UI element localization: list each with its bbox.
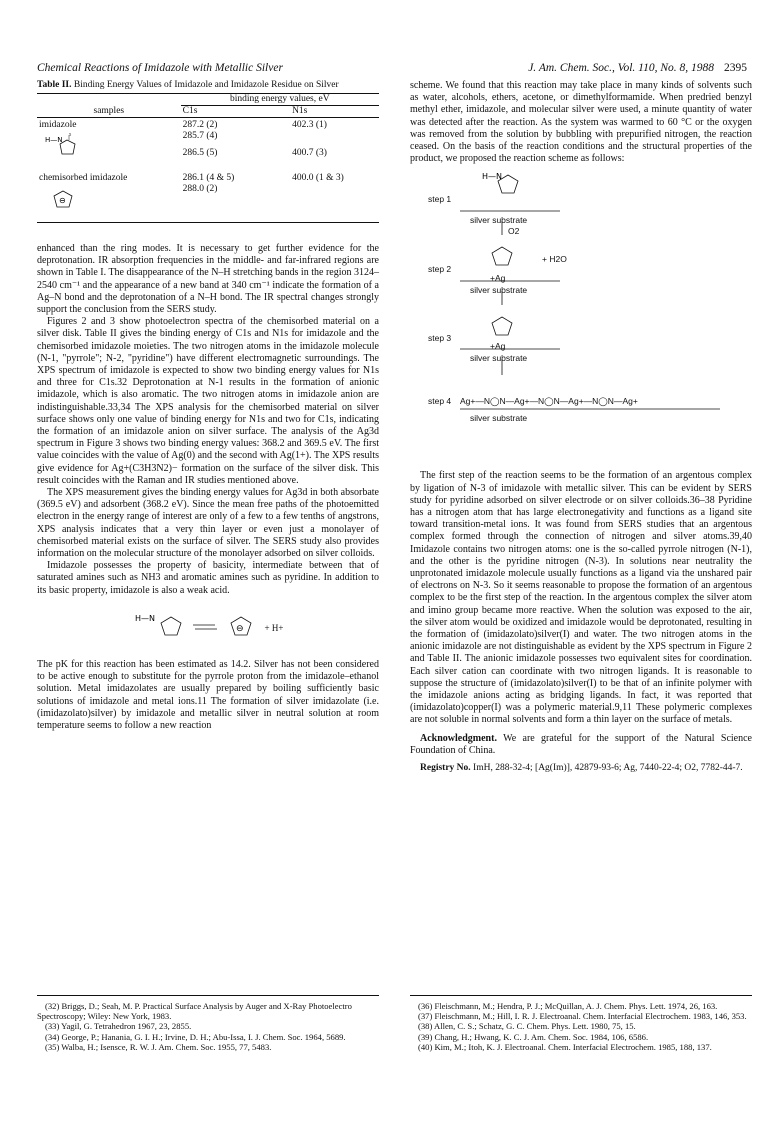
svg-text:⊖: ⊖: [235, 623, 244, 634]
registry-numbers: [410, 763, 752, 774]
water-label: + H2O: [542, 254, 567, 265]
reference: (36) Fleischmann, M.; Hendra, P. J.; McQuillan, A. J. Chem. Phys. Lett. 1974, 26, 163.: [418, 1001, 718, 1011]
reference: (33) Yagil, G. Tetrahedron 1967, 23, 2855.: [45, 1021, 192, 1032]
oxygen-label: O2: [508, 226, 520, 237]
cell-c: 287.2 (2): [182, 120, 218, 130]
cell-c: 286.1 (4 & 5): [182, 173, 235, 183]
reference: (32) Briggs, D.; Seah, M. P. Practical Surface Analysis by Auger and X-Ray Photoelectro Spectroscopy; Wiley: New York, 1983.: [37, 1001, 352, 1022]
table-caption: [37, 80, 379, 91]
page-number: 2395: [724, 62, 747, 74]
acknowledgment-label: Acknowledgment.: [420, 732, 497, 744]
paragraph: The pK for this reaction has been estimated as 14.2. Silver has not been considered to be active enough to substitute for the pyrrole proton from the imidazole–ethanol solution. Metal imidazolates are usually prepared by boiling sufficiently basic solutions of imidazole and metal ions.11 The formation of silver imidazolate (i.e. (imidazolato)silver) by imidazole and metallic silver in neutral solution at room temperature seems to follow a new reaction: [37, 658, 379, 731]
reaction-scheme: [410, 169, 752, 464]
col-n1s: N1s: [292, 106, 308, 116]
running-header-right: [528, 62, 747, 74]
registry-text: ImH, 288-32-4; [Ag(Im)], 42879-93-6; Ag, 7440-22-4; O2, 7782-44-7.: [473, 763, 743, 774]
paragraph: The XPS measurement gives the binding energy values for Ag3d in both absorbate (369.5 eV) and adsorbent (368.2 eV). Since the mean free paths of the photoemitted electron in the energy range of interest are only of a few to a few tenths of angstrons, XPS analysis indicates that a very thin layer or even just a monolayer of chemisorbed material exists on the surface of silver. The SERS study also provides information on the molecular structure of the monolayer adsorbed on silver colloids.: [37, 487, 379, 560]
step-label: step 2: [428, 264, 452, 275]
svg-text:H—N: H—N: [45, 136, 63, 144]
silver-ion-label: +Ag: [490, 341, 506, 352]
cell-n: [290, 184, 379, 223]
svg-text:H—N: H—N: [134, 613, 155, 623]
svg-text:⊖: ⊖: [59, 196, 66, 205]
registry-label: Registry No.: [420, 763, 471, 774]
step-label: step 4: [428, 396, 452, 407]
paragraph: enhanced than the ring modes. It is necessary to get further evidence for the deprotonation. IR absorption frequencies in the middle- and far-infrared regions are shown in Table I. The disappearance of the N–H stretching bands in the region 3124–2540 cm⁻¹ and the appearance of a new band at 340 cm⁻¹ indicate the formation of a Ag–N bond and the deprotonation of a N–H bond. The IR spectral changes strongly support the conclusion from the SERS study.: [37, 243, 379, 316]
table-caption-text: Binding Energy Values of Imidazole and Imidazole Residue on Silver: [73, 80, 339, 90]
silver-ion-label: +Ag: [490, 273, 506, 284]
reference: (39) Chang, H.; Hwang, K. C. J. Am. Chem. Soc. 1984, 106, 6586.: [418, 1031, 649, 1042]
step-label: step 3: [428, 333, 452, 344]
cell-sample: chemisorbed imidazole: [39, 173, 128, 183]
substrate-label: silver substrate: [470, 285, 528, 296]
table-row: [37, 184, 379, 223]
paragraph: scheme. We found that this reaction may take place in many kinds of solvents such as water, alcohols, ethers, acetone, or dimethylformamide. When predried benzyl methyl ether, imidazole, and molecular silver were used, a minute quantity of water was detected after the reaction. As the system was warmed to 60 °C or the oxygen was removed from the solution by bubbling with prepurified nitrogen, the reaction ceased. On the basis of the reaction conditions and the structural properties of the product, we proposed the reaction scheme as follows:: [410, 80, 752, 165]
paragraph: The first step of the reaction seems to be the formation of an argentous complex by ligation of N-3 of imidazole with metallic silver. This can be evident by SERS study for pyridine adsorbed on silver electrode or on silver colloids.36–38 Pyridine has a nitrogen atom that has large electronegativity and functions as a ligand site toward transition-metal ions. It was found from SERS studies that an argentous complex formed through the connection of nitrogen and silver atoms.39,40 Imidazole contains two nitrogen atoms: one is the so-called pyrrole nitrogen (N-1), and the other is the pyridine nitrogen (N-3). In solutions near neutrality the unprotonated imidazole molecule usually functions as a ligand via the unshared pair of electrons on N-3. So it seems reasonable to propose the formation of an argentous complex to be the first step of the reaction. In the argentous complex the silver atom and imino group became more reactive. When the solution was exposed to the air, the silver atom would be oxidized and imidazole would be deprotonated, resulting in the formation of (imidazolato)silver(I) and water. The two nitrogen atoms in the anionic imidazole are not distinguishable as evident by the XPS spectrum in Figure 2 and Table II. The anionic imidazole possesses two equivalent sites for coordination. Each silver cation can coordinate with two nitrogen ligands. It is reasonable to suppose the structure of (imidazolato)silver(I) to be that of an infinite polymer with the imidazole anions acting as bridging ligands. In fact, it was reported that (imidazolato)copper(I) was a polymeric material.9,11 These polymeric complexes are not soluble in normal solvents and form a thin layer on the surface of metals.: [410, 470, 752, 726]
col-samples: samples: [93, 105, 125, 116]
reference: (37) Fleischmann, M.; Hill, I. R. J. Electroanal. Chem. Interfacial Electrochem. 1983, 146, 353.: [418, 1011, 747, 1022]
acknowledgment-text: We are grateful for the support of the Natural Science Foundation of China.: [410, 732, 752, 756]
cell-sample: imidazole: [39, 120, 77, 130]
equilibrium-diagram-icon: [133, 603, 313, 653]
acid-base-equilibrium: [37, 603, 379, 653]
reference: (38) Allen, C. S.; Schatz, G. C. Chem. Phys. Lett. 1980, 75, 15.: [418, 1021, 636, 1032]
cell-n: 400.7 (3): [292, 148, 327, 158]
cell-c: 286.5 (5): [182, 148, 218, 158]
svg-text:H—N: H—N: [482, 172, 502, 182]
reference: (34) George, P.; Hanania, G. I. H.; Irvine, D. H.; Abu-Issa, I. J. Chem. Soc. 1964, 5689.: [45, 1031, 346, 1042]
imidazolate-structure-icon: [45, 185, 85, 219]
cell-n: 400.0 (1 & 3): [292, 173, 344, 183]
cell-n: 402.3 (1): [292, 120, 327, 130]
binding-energy-table: [37, 93, 379, 223]
cell-c: 285.7 (4): [182, 131, 218, 141]
polymer-chain: Ag+—N◯N—Ag+—N◯N—Ag+—N◯N—Ag+: [460, 396, 638, 407]
running-header-left: Chemical Reactions of Imidazole with Metallic Silver: [37, 62, 283, 74]
table-row: [37, 131, 379, 148]
paragraph: Figures 2 and 3 show photoelectron spectra of the chemisorbed material on a silver disk. Table II gives the binding energy of C1s and N1s for imidazole and the chemisorbed imidazole moieties. The two nitrogen atoms in the imidazole molecule (N-1, "pyrrole"; N-2, "pyridine") have different electromagnetic surroundings. The XPS spectrum of imidazole is expected to show two binding energy values for N1s and three for C1s.32 Deprotonation at N-1 results in the formation of anionic imidazole, which is also aromatic. The two nitrogen atoms in imidazole anion are indistinguishable.33,34 The XPS analysis for the chemisorbed material on silver surface shows only one value of binding energy for N1s and two for C1s, indicating the formation of an imidazole anion on silver surface. The analysis of the Ag3d spectrum in Figure 3 shows two binding energy values: 368.2 and 369.5 eV. The first value coincides with the value of Ag(0) and the second with Ag(1+). The XPS results give evidence for Ag+(C3H3N2)− formation on the surface of the silver disk. This result coincides with the Raman and IR studies mentioned above.: [37, 316, 379, 486]
table-group-header: binding energy values, eV: [181, 94, 379, 106]
right-column: [410, 80, 752, 774]
table-caption-label: Table II.: [37, 80, 72, 90]
col-c1s: C1s: [182, 106, 198, 116]
reaction-scheme-drawing: [410, 169, 752, 464]
step-label: step 1: [428, 194, 452, 205]
substrate-label: silver substrate: [470, 215, 528, 226]
journal-citation: J. Am. Chem. Soc., Vol. 110, No. 8, 1988: [528, 62, 714, 74]
acknowledgment: [410, 733, 752, 757]
right-references: [410, 995, 752, 1052]
substrate-label: silver substrate: [470, 413, 528, 424]
paragraph: Imidazole possesses the property of basicity, intermediate between that of saturated amines such as NH3 and aromatic amines such as pyridine. In addition to its basic property, imidazole is also a weak acid.: [37, 560, 379, 596]
table-row: [37, 165, 379, 184]
left-references: [37, 995, 379, 1052]
left-column: [37, 80, 379, 732]
table-row: [37, 118, 379, 132]
reference: (35) Walba, H.; Isensce, R. W. J. Am. Chem. Soc. 1955, 77, 5483.: [45, 1041, 272, 1052]
reference: (40) Kim, M.; Itoh, K. J. Electroanal. Chem. Interfacial Electrochem. 1985, 188, 137.: [418, 1041, 712, 1052]
cell-c: 288.0 (2): [182, 184, 218, 194]
substrate-label: silver substrate: [470, 353, 528, 364]
cell-n: [290, 131, 379, 148]
equilibrium-proton: + H+: [264, 622, 284, 633]
svg-text:5: 5: [69, 132, 72, 137]
imidazole-structure-icon: [45, 132, 97, 162]
